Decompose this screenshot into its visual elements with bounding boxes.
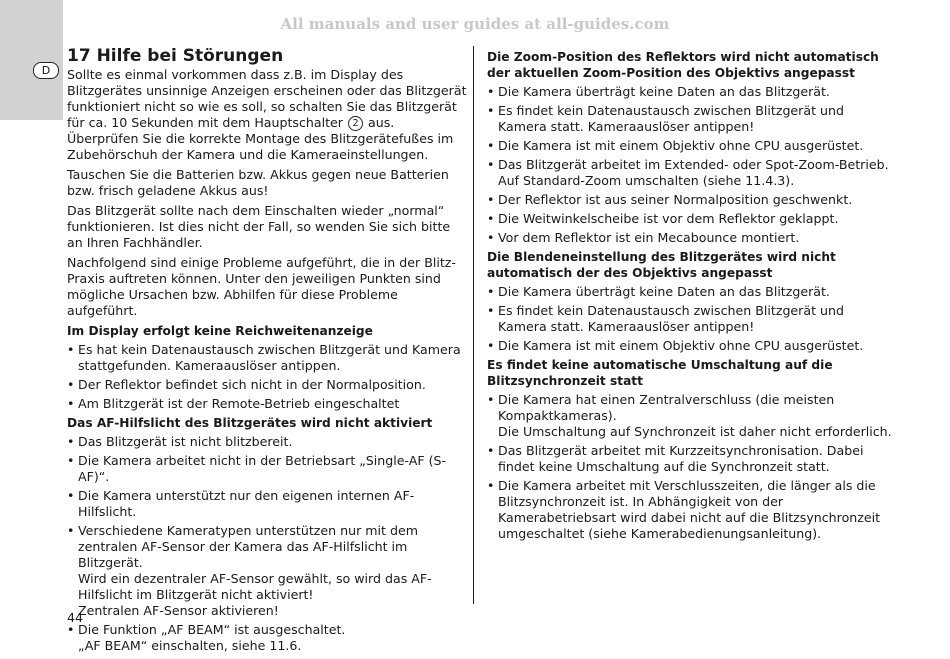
list-item: • Der Reflektor ist aus seiner Normalposition geschwenkt. bbox=[487, 192, 892, 208]
list-item: • Die Kamera ist mit einem Objektiv ohne CPU ausgerüstet. bbox=[487, 138, 892, 154]
bullet-list bbox=[487, 284, 892, 354]
list-item: • Die Kamera unterstützt nur den eigenen internen AF-Hilfslicht. bbox=[67, 488, 467, 520]
bullet-list bbox=[67, 342, 467, 412]
left-column bbox=[67, 46, 467, 657]
list-item: • Das Blitzgerät ist nicht blitzbereit. bbox=[67, 434, 467, 450]
intro-text-before: Sollte es einmal vorkommen dass z.B. im Display des Blitzgerätes unsinnige Anzeigen erscheinen oder das Blitzgerät funktioniert nicht so wie es soll, so schalten Sie das Blitzgerät für ca. 10 Sekunden mit dem Hauptschalter bbox=[67, 67, 467, 130]
page-number: 44 bbox=[67, 610, 84, 625]
section-heading: Es findet keine automatische Umschaltung auf die Blitzsynchronzeit statt bbox=[487, 358, 833, 388]
list-item: • Verschiedene Kameratypen unterstützen nur mit dem zentralen AF-Sensor der Kamera das AF-Hilfslicht im Blitzgerät. Wird ein dezentraler AF-Sensor gewählt, so wird das AF-Hilfslicht im Blitzgerät nicht aktiviert! Zentralen AF-Sensor aktivieren! bbox=[67, 523, 467, 619]
list-item: • Die Kamera überträgt keine Daten an das Blitzgerät. bbox=[487, 84, 892, 100]
list-item: • Die Kamera hat einen Zentralverschluss (die meisten Kompaktkameras). Die Umschaltung auf Synchronzeit ist daher nicht erforderlich. bbox=[487, 392, 892, 440]
intro-paragraph-1 bbox=[67, 67, 467, 163]
bullet-list bbox=[487, 392, 892, 542]
intro-text-after: aus. Überprüfen Sie die korrekte Montage des Blitzgerätefußes im Zubehörschuh der Kamera und die Kameraeinstellungen. bbox=[67, 115, 454, 162]
list-item: • Das Blitzgerät arbeitet mit Kurzzeitsynchronisation. Dabei findet keine Umschaltung auf die Synchronzeit statt. bbox=[487, 443, 892, 475]
list-item: • Es findet kein Datenaustausch zwischen Blitzgerät und Kamera statt. Kameraauslöser antippen! bbox=[487, 303, 892, 335]
list-item: • Die Kamera arbeitet nicht in der Betriebsart „Single-AF (S-AF)“. bbox=[67, 453, 467, 485]
list-item: • Die Funktion „AF BEAM“ ist ausgeschaltet. „AF BEAM“ einschalten, siehe 11.6. bbox=[67, 622, 467, 654]
list-item: • Vor dem Reflektor ist ein Mecabounce montiert. bbox=[487, 230, 892, 246]
list-item: • Es hat kein Datenaustausch zwischen Blitzgerät und Kamera stattgefunden. Kameraauslöser antippen. bbox=[67, 342, 467, 374]
section-heading: Die Blendeneinstellung des Blitzgerätes wird nicht automatisch der des Objektivs angepasst bbox=[487, 250, 836, 280]
left-sections bbox=[67, 323, 467, 654]
main-switch-number-icon: 2 bbox=[348, 116, 363, 131]
list-item: • Die Kamera ist mit einem Objektiv ohne CPU ausgerüstet. bbox=[487, 338, 892, 354]
intro-paragraph-2: Tauschen Sie die Batterien bzw. Akkus gegen neue Batterien bzw. frisch geladene Akkus aus! bbox=[67, 167, 449, 198]
right-column bbox=[487, 46, 892, 545]
list-item: • Es findet kein Datenaustausch zwischen Blitzgerät und Kamera statt. Kameraauslöser antippen! bbox=[487, 103, 892, 135]
list-item: • Die Weitwinkelscheibe ist vor dem Reflektor geklappt. bbox=[487, 211, 892, 227]
list-item: • Am Blitzgerät ist der Remote-Betrieb eingeschaltet bbox=[67, 396, 467, 412]
intro-paragraph-3: Das Blitzgerät sollte nach dem Einschalten wieder „normal“ funktionieren. Ist dies nicht der Fall, so wenden Sie sich bitte an Ihren Fachhändler. bbox=[67, 203, 451, 250]
intro-paragraph-4: Nachfolgend sind einige Probleme aufgeführt, die in der Blitz-Praxis auftreten können. Unter den jeweiligen Punkten sind mögliche Ursachen bzw. Abhilfen für diese Probleme aufgeführt. bbox=[67, 255, 456, 318]
watermark: All manuals and user guides at all-guides.com bbox=[280, 15, 670, 33]
section-heading: Das AF-Hilfslicht des Blitzgerätes wird nicht aktiviert bbox=[67, 416, 433, 430]
list-item: • Die Kamera überträgt keine Daten an das Blitzgerät. bbox=[487, 284, 892, 300]
right-sections bbox=[487, 49, 892, 542]
list-item: • Die Kamera arbeitet mit Verschlusszeiten, die länger als die Blitzsynchronzeit ist. In Abhängigkeit von der Kamerabetriebsart wird dabei nicht auf die Blitzsynchronzeit umgeschaltet (siehe Kamerabedienungsanleitung). bbox=[487, 478, 892, 542]
bullet-list bbox=[67, 434, 467, 654]
section-heading: Im Display erfolgt keine Reichweitenanzeige bbox=[67, 324, 373, 338]
column-divider bbox=[473, 46, 474, 604]
list-item: • Das Blitzgerät arbeitet im Extended- oder Spot-Zoom-Betrieb. Auf Standard-Zoom umschalten (siehe 11.4.3). bbox=[487, 157, 892, 189]
list-item: • Der Reflektor befindet sich nicht in der Normalposition. bbox=[67, 377, 467, 393]
page-title: 17 Hilfe bei Störungen bbox=[67, 46, 284, 66]
section-heading: Die Zoom-Position des Reflektors wird nicht automatisch der aktuellen Zoom-Position des Objektivs angepasst bbox=[487, 50, 879, 80]
bullet-list bbox=[487, 84, 892, 246]
language-badge: D bbox=[33, 62, 59, 79]
